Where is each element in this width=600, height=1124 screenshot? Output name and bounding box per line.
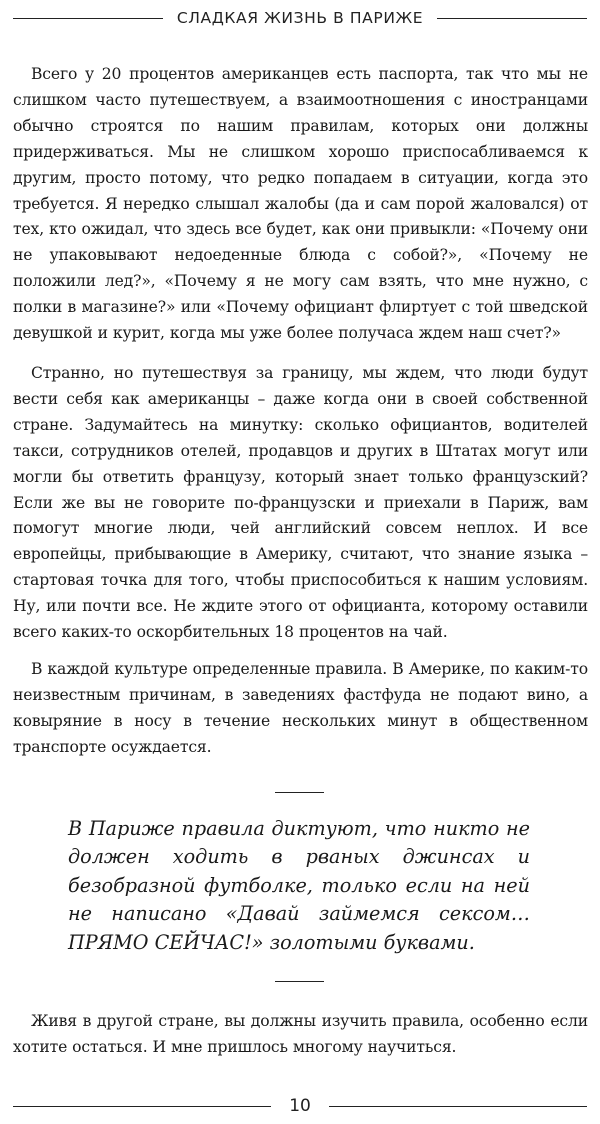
paragraph-2: Странно, но путешествуя за границу, мы ждем, что люди будут вести себя как американцы – даже когда они в своей собственной стране. Задумайтесь на минутку: сколько официантов, водителей такси, сотрудников отелей, продавцов и других в Штатах могут или могли бы ответить французу, который знает только французский? Если же вы не говорите по-французски и приехали в Париж, вам помогут многие люди, чей английский совсем неплох. И все европейцы, прибывающие в Америку, считают, что знание языка – стартовая точка для того, чтобы приспособиться к нашим условиям. Ну, или почти все. Не ждите этого от официанта, которому оставили всего каких-то оскорбительных 18 процентов на чай. — [13, 364, 588, 642]
quote-divider-bottom — [275, 981, 324, 982]
footer-rule-left — [13, 1106, 271, 1107]
pull-quote: В Париже правила диктуют, что никто не должен ходить в рваных джинсах и безобразной футболке, только если на ней не написано «Давай займемся сексом… ПРЯМО СЕЙЧАС!» золотыми буквами. — [68, 817, 530, 954]
header-rule-left — [13, 18, 163, 19]
running-header — [13, 6, 587, 30]
page-number: 10 — [289, 1096, 311, 1116]
paragraph-4: Живя в другой стране, вы должны изучить правила, особенно если хотите остаться. И мне пришлось многому научиться. — [13, 1012, 588, 1056]
quote-divider-top — [275, 792, 324, 793]
header-rule-right — [437, 18, 587, 19]
running-title: СЛАДКАЯ ЖИЗНЬ В ПАРИЖЕ — [176, 9, 424, 27]
page-footer — [13, 1094, 587, 1118]
paragraph-1: Всего у 20 процентов американцев есть паспорта, так что мы не слишком часто путешествуем, а взаимоотношения с иностранцами обычно строятся по нашим правилам, которых они должны придерживаться. Мы не слишком хорошо приспосабливаемся к другим, просто потому, что редко попадаем в ситуации, когда это требуется. Я нередко слышал жалобы (да и сам порой жаловался) от тех, кто ожидал, что здесь все будет, как они привыкли: «Почему они не упаковывают недоеденные блюда с собой?», «Почему не положили лед?», «Почему я не могу сам взять, что мне нужно, с полки в магазине?» или «Почему официант флиртует с той шведской девушкой и курит, когда мы уже более получаса ждем наш счет?» — [13, 65, 588, 343]
footer-rule-right — [329, 1106, 587, 1107]
paragraph-3: В каждой культуре определенные правила. В Америке, по каким-то неизвестным причинам, в заведениях фастфуда не подают вино, а ковыряние в носу в течение нескольких минут в общественном транспорте осуждается. — [13, 660, 588, 756]
